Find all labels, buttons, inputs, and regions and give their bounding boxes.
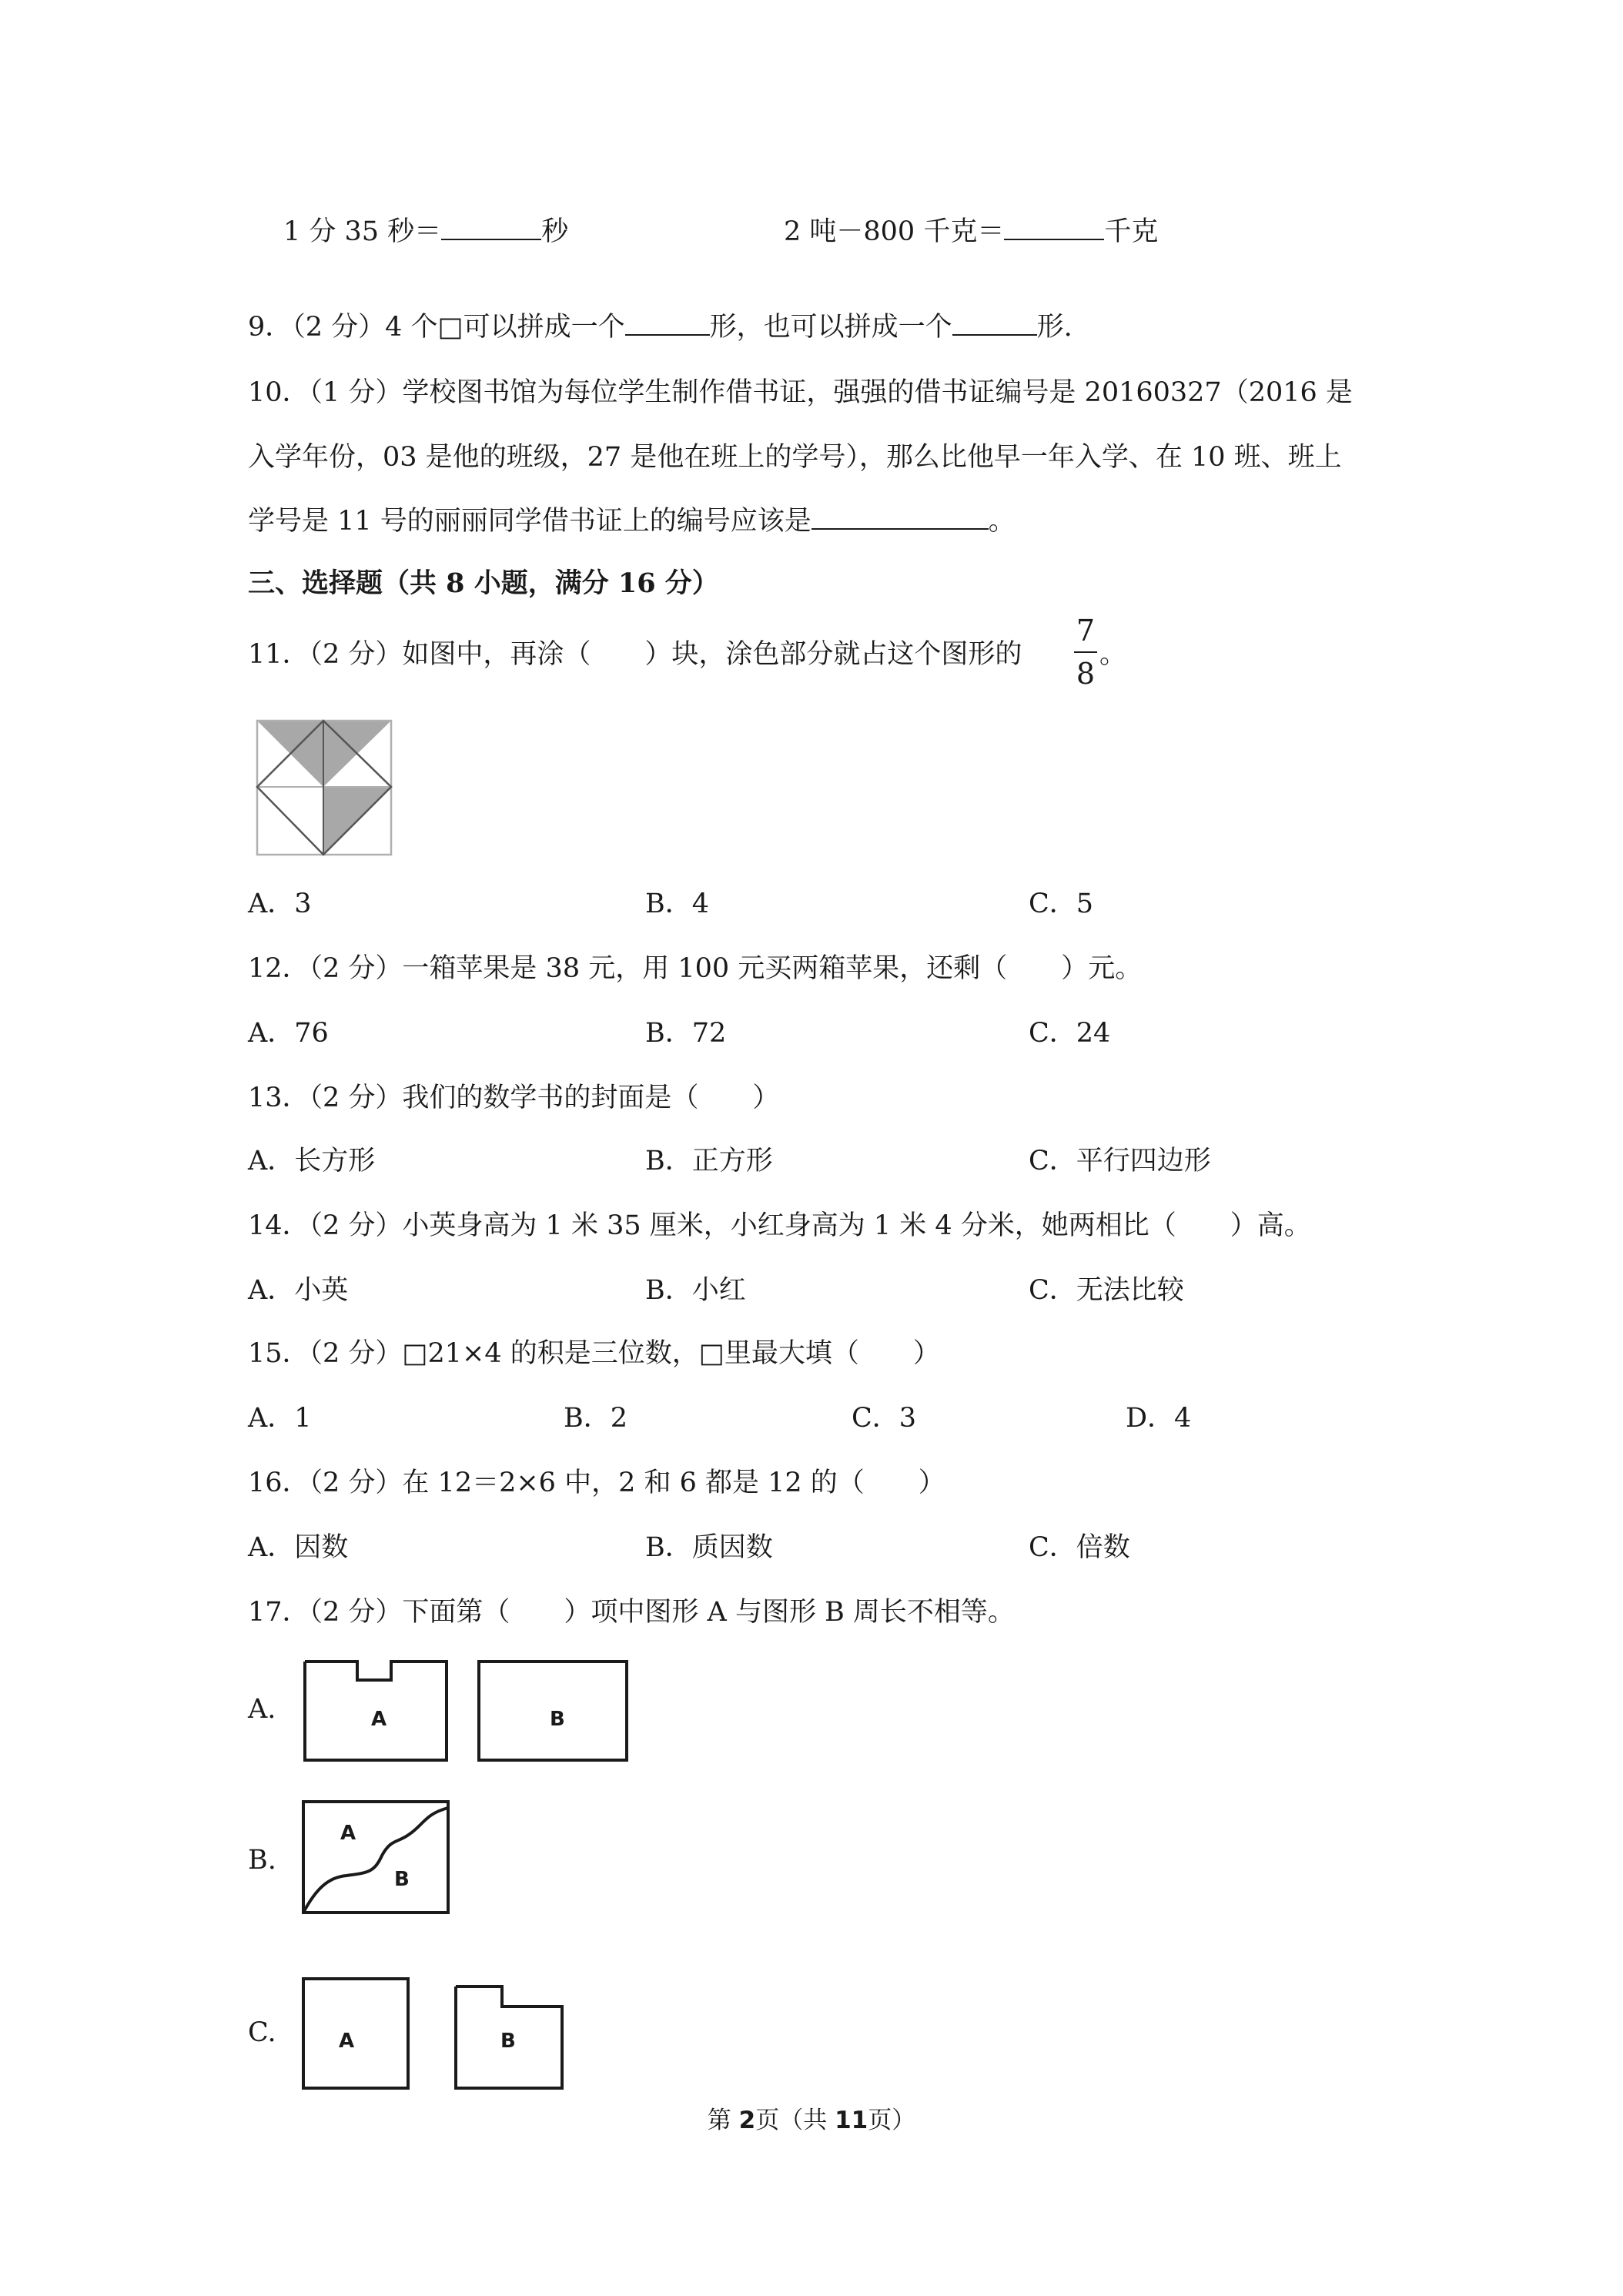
question-14: 14．（2 分）小英身高为 1 米 35 厘米，小红身高为 1 米 4 分米，她两相比（ ）高。: [248, 1210, 1311, 1241]
q12-option-a[interactable]: A．76: [248, 1018, 329, 1049]
fraction-numerator: 7: [1076, 614, 1096, 648]
shape-a-label: A: [340, 1822, 356, 1845]
answer-blank: [625, 308, 710, 336]
q11-option-a[interactable]: A．3: [248, 889, 312, 919]
question-11: 11．（2 分）如图中，再涂（ ）块，涂色部分就占这个图形的: [248, 639, 1022, 670]
page-footer: [0, 2100, 1623, 2135]
q11-option-b[interactable]: B．4: [645, 889, 709, 919]
q13-option-a[interactable]: A．长方形: [248, 1146, 376, 1176]
q15-option-c[interactable]: C．3: [852, 1403, 917, 1434]
question-13: 13．（2 分）我们的数学书的封面是（ ）: [248, 1083, 780, 1113]
q11-option-c[interactable]: C．5: [1029, 889, 1094, 919]
q14-option-b[interactable]: B．小红: [645, 1275, 746, 1306]
q9-prefix: 9．（2 分）4 个□可以拼成一个: [248, 312, 625, 343]
footer-page-number: 2: [738, 2107, 756, 2134]
conversion-row: [283, 213, 568, 250]
conversion-left-suffix: 秒: [541, 216, 569, 247]
q16-option-a[interactable]: A．因数: [248, 1532, 349, 1563]
conversion-right-prefix: 2 吨－800 千克＝: [784, 216, 1005, 247]
question-10-line-1: 10．（1 分）学校图书馆为每位学生制作借书证，强强的借书证编号是 20160327（2016 是: [248, 377, 1353, 408]
shape-a-label: A: [339, 2030, 355, 2053]
q14-option-c[interactable]: C．无法比较: [1029, 1275, 1184, 1306]
q11-suffix: 。: [1099, 639, 1127, 670]
q15-option-d[interactable]: D．4: [1126, 1403, 1192, 1434]
conversion-row-right: [784, 213, 1158, 250]
answer-blank: [441, 213, 541, 240]
footer-pre: 第: [707, 2107, 739, 2134]
q16-option-c[interactable]: C．倍数: [1029, 1532, 1130, 1563]
q9-suffix: 形.: [1036, 312, 1073, 343]
q17-option-a-figure: [302, 1657, 633, 1765]
conversion-right-suffix: 千克: [1104, 216, 1159, 247]
q13-option-c[interactable]: C．平行四边形: [1029, 1146, 1211, 1176]
footer-mid: 页（共: [755, 2107, 835, 2134]
q17-option-b-label[interactable]: B.: [248, 1845, 276, 1876]
shape-b-label: B: [394, 1868, 410, 1891]
question-9: [248, 308, 1073, 346]
fraction-bar: [1074, 651, 1097, 653]
question-17: 17．（2 分）下面第（ ）项中图形 A 与图形 B 周长不相等。: [248, 1597, 1015, 1628]
question-10-line-2: 入学年份，03 是他的班级，27 是他在班上的学号），那么比他早一年入学、在 10 班、班上: [248, 442, 1342, 473]
shaded-square-figure: [256, 719, 393, 856]
shape-b-label: B: [500, 2030, 516, 2053]
q17-option-a-label[interactable]: A.: [248, 1694, 276, 1725]
q16-option-b[interactable]: B．质因数: [645, 1532, 773, 1563]
footer-total-pages: 11: [835, 2107, 868, 2134]
question-15: 15．（2 分）□21×4 的积是三位数，□里最大填（ ）: [248, 1338, 940, 1369]
shape-a-label: A: [371, 1708, 387, 1731]
q10-line3-prefix: 学号是 11 号的丽丽同学借书证上的编号应该是: [248, 506, 812, 537]
footer-post: 页）: [868, 2107, 916, 2134]
answer-blank: [1004, 213, 1104, 240]
question-16: 16．（2 分）在 12＝2×6 中，2 和 6 都是 12 的（ ）: [248, 1468, 945, 1498]
q9-mid: 形，也可以拼成一个: [709, 312, 952, 343]
section-heading: 三、选择题（共 8 小题，满分 16 分）: [248, 567, 719, 599]
q15-option-a[interactable]: A．1: [248, 1403, 312, 1434]
q17-option-c-label[interactable]: C.: [248, 2017, 276, 2048]
q13-option-b[interactable]: B．正方形: [645, 1146, 773, 1176]
shape-b-label: B: [550, 1708, 565, 1731]
q12-option-b[interactable]: B．72: [645, 1018, 727, 1049]
question-10-line-3: [248, 502, 1016, 540]
question-12: 12．（2 分）一箱苹果是 38 元，用 100 元买两箱苹果，还剩（ ）元。: [248, 953, 1143, 984]
answer-blank: [952, 308, 1037, 336]
answer-blank: [812, 502, 989, 530]
conversion-left-prefix: 1 分 35 秒＝: [283, 216, 442, 247]
q15-option-b[interactable]: B．2: [564, 1403, 627, 1434]
q14-option-a[interactable]: A．小英: [248, 1275, 349, 1306]
fraction-denominator: 8: [1076, 657, 1096, 691]
q12-option-c[interactable]: C．24: [1029, 1018, 1111, 1049]
q17-option-b-figure: [300, 1797, 454, 1917]
q10-line3-suffix: 。: [988, 506, 1016, 537]
